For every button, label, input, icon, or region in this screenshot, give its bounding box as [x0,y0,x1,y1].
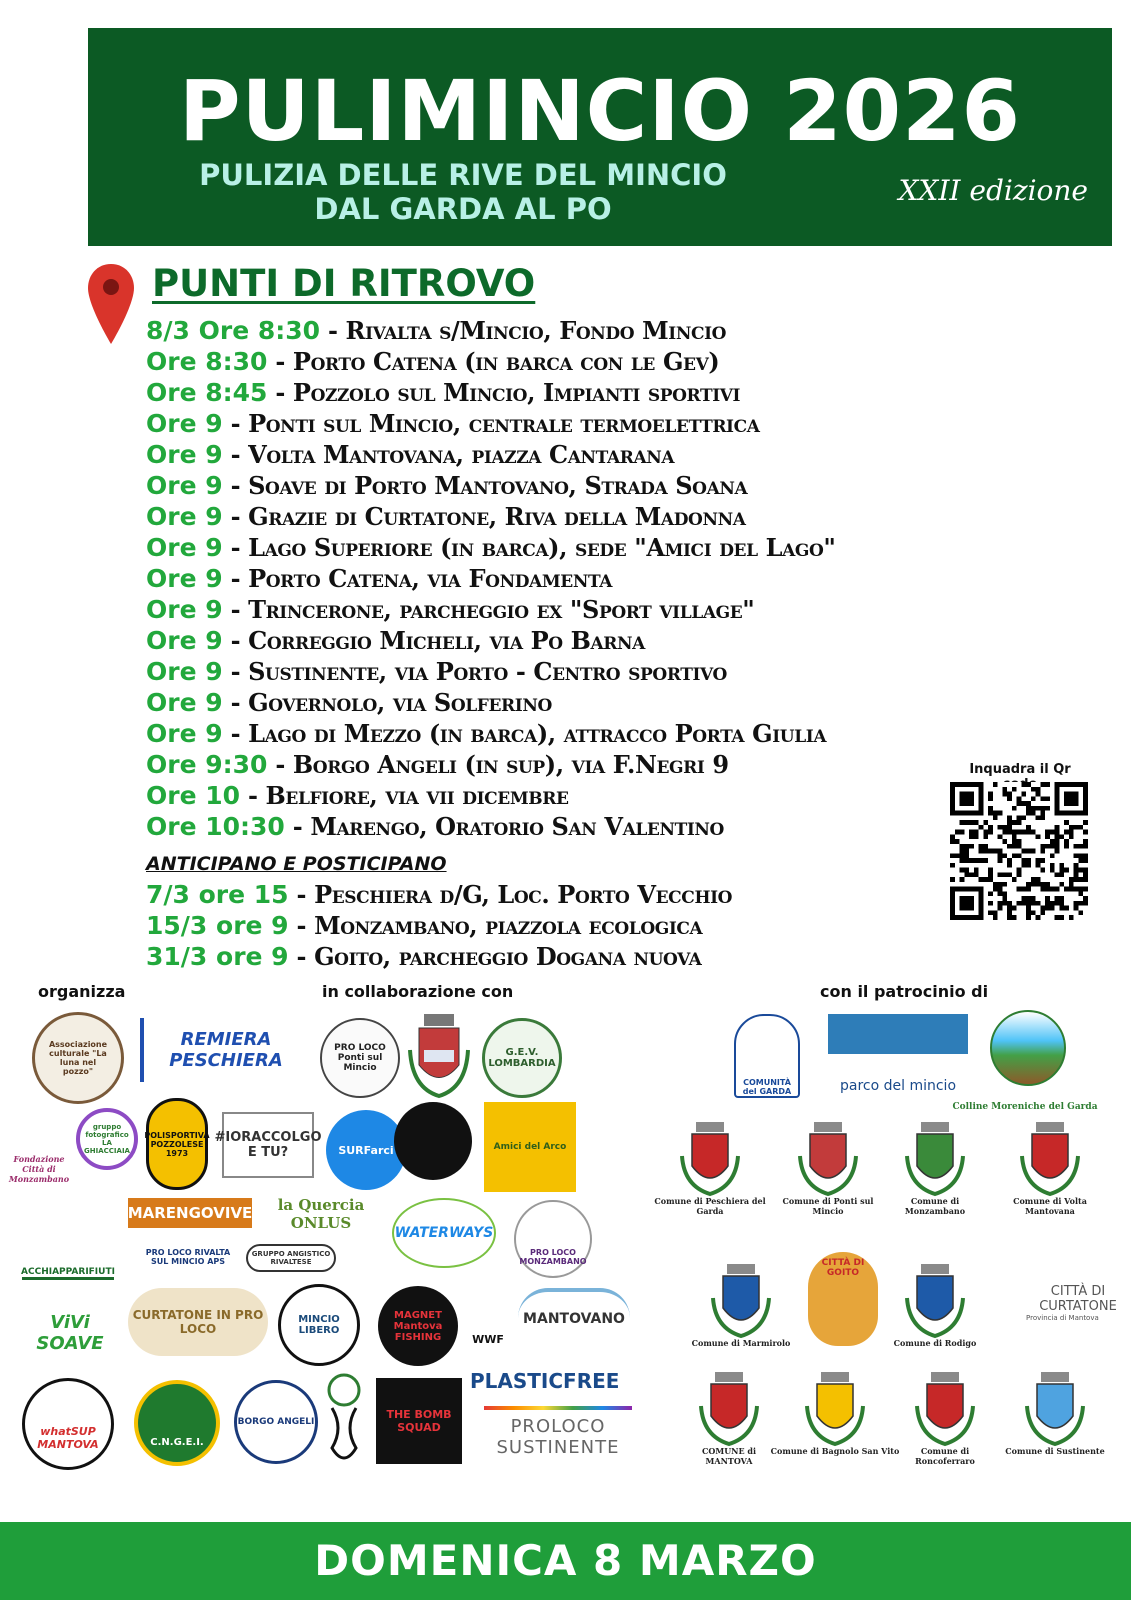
meeting-time: Ore 10 [146,781,241,810]
meeting-place: Porto Catena, via Fondamenta [248,564,613,593]
crest-icon [913,1370,977,1446]
separator: - [284,812,311,841]
meeting-place: Marengo, Oratorio San Valentino [310,812,724,841]
qr-caption: Inquadra il Qr [969,762,1071,777]
meeting-point-row [146,750,729,780]
separator: - [222,471,249,500]
extra-heading: ANTICIPANO E POSTICIPANO [146,853,447,875]
separator: - [320,316,346,345]
borgo-angeli-logo: BORGO ANGELI [234,1380,318,1464]
subtitle [198,158,728,226]
comune-crest [640,1120,780,1216]
meeting-place: Ponti sul Mincio, centrale termoelettrica [248,409,760,438]
subtitle-line-2: DAL GARDA AL PO [314,192,612,226]
page-title: PULIMINCIO 2026 [178,62,1022,160]
meeting-point-row [146,626,645,656]
parco-mincio-logo: parco del mincio [828,1014,968,1094]
separator: - [222,409,249,438]
separator: - [267,347,293,376]
separator: - [222,719,249,748]
colline-label: Colline Moreniche del Garda [952,1102,1098,1112]
comune-crest [880,1120,990,1216]
meeting-time: Ore 9 [146,595,223,624]
separator: - [222,626,249,655]
crest-caption: Comune di Ponti sul Mincio [782,1196,874,1216]
meeting-point-row [146,316,726,346]
crest-icon [697,1370,761,1446]
meeting-time: Ore 9 [146,719,223,748]
gev-logo: G.E.V. LOMBARDIA [482,1018,562,1098]
crest-icon [903,1120,967,1196]
crest-icon [1023,1370,1087,1446]
plasticfree-logo: PLASTICFREE [470,1369,620,1393]
crest-icon [803,1370,867,1446]
meeting-point-row [146,657,727,687]
proloco-rivalta-logo: PRO LOCO RIVALTA SUL MINCIO APS [145,1248,231,1266]
crest-caption: Comune di Roncoferraro [915,1446,975,1466]
comune-crest [770,1120,886,1216]
meeting-time: Ore 9 [146,533,223,562]
meeting-time: Ore 8:30 [146,347,268,376]
comune-crest [890,1262,980,1348]
separator: - [222,440,249,469]
header-banner [88,28,1112,246]
separator: - [267,750,293,779]
separator: - [267,378,293,407]
meeting-place: Governolo, via Solferino [248,688,552,717]
separator: - [222,657,249,686]
crest-caption: COMUNE di MANTOVA [702,1446,756,1466]
meeting-time: Ore 9 [146,626,223,655]
separator: - [222,595,249,624]
meeting-place: Pozzolo sul Mincio, Impianti sportivi [292,378,741,407]
gruppo-angistico-logo: GRUPPO ANGISTICO RIVALTESE [246,1244,336,1272]
meeting-place: Peschiera d/G, Loc. Porto Vecchio [314,880,733,909]
crest-caption: Comune di Rodigo [893,1338,977,1348]
quercia-logo: la Quercia ONLUS [277,1196,365,1232]
cngei-logo: C.N.G.E.I. [134,1380,220,1466]
meeting-time: Ore 8:45 [146,378,268,407]
meeting-place: Lago di Mezzo (in barca), attracco Porta Giulia [248,719,827,748]
whatsup-logo: whatSUP MANTOVA [22,1378,114,1470]
meeting-time: Ore 9 [146,564,223,593]
meeting-point-row [146,564,612,594]
crest-caption: Comune di Volta Mantovana [1013,1196,1087,1216]
amici-arco-logo: Amici del Arco [484,1102,576,1192]
meeting-point-row [146,471,747,501]
mincio-libero-logo: MINCIO LIBERO [278,1284,360,1366]
surf-logo: SURFarci [326,1110,406,1190]
meeting-place: Soave di Porto Mantovano, Strada Soana [248,471,748,500]
separator: - [288,911,315,940]
meeting-point-row [146,911,702,941]
meeting-point-row [146,688,552,718]
ioraccolgo-logo: #IORACCOLGO E TU? [222,1112,314,1178]
meeting-place: Grazie di Curtatone, Riva della Madonna [248,502,746,531]
proloco-monzambano-logo: PRO LOCO MONZAMBANO [514,1200,592,1278]
monogram-logo [394,1102,472,1180]
meeting-point-row [146,942,701,972]
meeting-place: Sustinente, via Porto - Centro sportivo [248,657,727,686]
meeting-point-row [146,347,719,377]
fondazione-logo: Fondazione Città di Monzambano [8,1154,70,1184]
crest-caption: Comune di Sustinente [1005,1446,1105,1456]
meeting-place: Rivalta s/Mincio, Fondo Mincio [345,316,727,345]
collaborazione-heading: in collaborazione con [322,982,514,1001]
ponti-crest-icon [404,1010,474,1100]
luna-logo: Associazione culturale "La luna nel pozzo" [32,1012,124,1104]
comune-crest [990,1120,1110,1216]
vivi-soave-logo: ViVi SOAVE [36,1312,104,1354]
crest-caption: Comune di Monzambano [904,1196,966,1216]
crest-icon [678,1120,742,1196]
meeting-time: Ore 9 [146,688,223,717]
mantovano-logo: MANTOVANO [518,1288,630,1346]
organizza-heading: organizza [38,982,126,1001]
separator: - [222,533,249,562]
acchiappa-logo: ACCHIAPPARIFIUTI [22,1196,114,1280]
separator: - [288,942,315,971]
meeting-point-row [146,378,740,408]
meeting-time: Ore 9 [146,471,223,500]
meeting-point-row [146,502,746,532]
curtatone-proloco-logo: CURTATONE IN PRO LOCO [128,1288,268,1356]
qr-code-icon[interactable] [950,782,1088,920]
marengovive-logo: MARENGOVIVE [128,1198,252,1228]
proloco-ponti-logo: PRO LOCO Ponti sul Mincio [320,1018,400,1098]
polisportiva-logo: POLISPORTIVA POZZOLESE 1973 [146,1098,208,1190]
bomb-squad-logo: THE BOMB SQUAD [376,1378,462,1464]
meeting-place: Trincerone, parcheggio ex "Sport village" [248,595,755,624]
waterways-logo: WATERWAYS [392,1198,496,1268]
edition-label: XXII edizione [898,174,1088,207]
proloco-sustinente-logo: PROLOCO SUSTINENTE [496,1416,620,1458]
comune-crest [686,1262,796,1348]
meeting-time: Ore 9 [146,657,223,686]
meeting-point-row [146,812,724,842]
comune-crest [684,1370,774,1466]
meeting-point-row [146,595,754,625]
meeting-time: 7/3 ore 15 [146,880,289,909]
meeting-time: Ore 9 [146,409,223,438]
meeting-time: Ore 9 [146,440,223,469]
separator: - [222,502,249,531]
meeting-place: Borgo Angeli (in sup), via F.Negri 9 [292,750,729,779]
meeting-point-row [146,409,760,439]
crest-icon [1018,1120,1082,1196]
meeting-time: 15/3 ore 9 [146,911,289,940]
meeting-place: Volta Mantovana, piazza Cantarana [248,440,675,469]
crest-caption: Comune di Bagnolo San Vito [770,1446,900,1456]
meeting-point-row [146,781,569,811]
patrocinio-heading: con il patrocinio di [820,982,989,1001]
separator: - [222,688,249,717]
meeting-time: Ore 9:30 [146,750,268,779]
magnet-logo: MAGNET Mantova FISHING [378,1286,458,1366]
colline-logo-icon [990,1010,1066,1086]
meeting-time: 8/3 Ore 8:30 [146,316,321,345]
wwf-logo: WWF [472,1333,504,1346]
ghiacciaia-logo: gruppo fotografico LA GHIACCIAIA [76,1108,138,1170]
meeting-place: Monzambano, piazzola ecologica [314,911,703,940]
curtatone-provincia-label: Provincia di Mantova [1026,1314,1099,1322]
separator: - [222,564,249,593]
comune-crest [1000,1370,1110,1456]
crest-caption: Comune di Peschiera del Garda [654,1196,766,1216]
meeting-place: Lago Superiore (in barca), sede "Amici del Lago" [248,533,836,562]
footer-date: DOMENICA 8 MARZO [314,1536,817,1585]
meeting-point-row [146,880,732,910]
meeting-place: Correggio Micheli, via Po Barna [248,626,645,655]
hourglass-earth-icon [322,1372,366,1470]
remiera-logo: REMIERA PESCHIERA [140,1018,312,1082]
meeting-point-row [146,440,674,470]
comune-crest [890,1370,1000,1466]
crest-icon [796,1120,860,1196]
comune-crest [770,1370,900,1456]
comunita-garda-logo: COMUNITÀ del GARDA [734,1014,800,1098]
separator: - [288,880,315,909]
meeting-point-row [146,719,826,749]
curtatone-citta-logo [1026,1284,1130,1324]
rainbow-divider [484,1406,632,1410]
crest-icon [709,1262,773,1338]
meeting-place: Porto Catena (in barca con le Gev) [292,347,720,376]
meeting-point-row [146,533,836,563]
map-pin-icon [86,262,136,346]
goito-logo: CITTÀ DI GOITO [808,1252,878,1346]
meeting-place: Belfiore, via vii dicembre [265,781,569,810]
footer-banner [0,1522,1131,1600]
separator: - [240,781,266,810]
subtitle-line-1: PULIZIA DELLE RIVE DEL MINCIO [199,158,727,192]
crest-caption: Comune di Marmirolo [691,1338,791,1348]
curtatone-citta-label: CITTÀ DI CURTATONE [1039,1284,1117,1314]
meeting-time: 31/3 ore 9 [146,942,289,971]
section-title: PUNTI DI RITROVO [152,262,536,305]
crest-icon [903,1262,967,1338]
meeting-time: Ore 10:30 [146,812,285,841]
meeting-place: Goito, parcheggio Dogana nuova [314,942,702,971]
meeting-time: Ore 9 [146,502,223,531]
